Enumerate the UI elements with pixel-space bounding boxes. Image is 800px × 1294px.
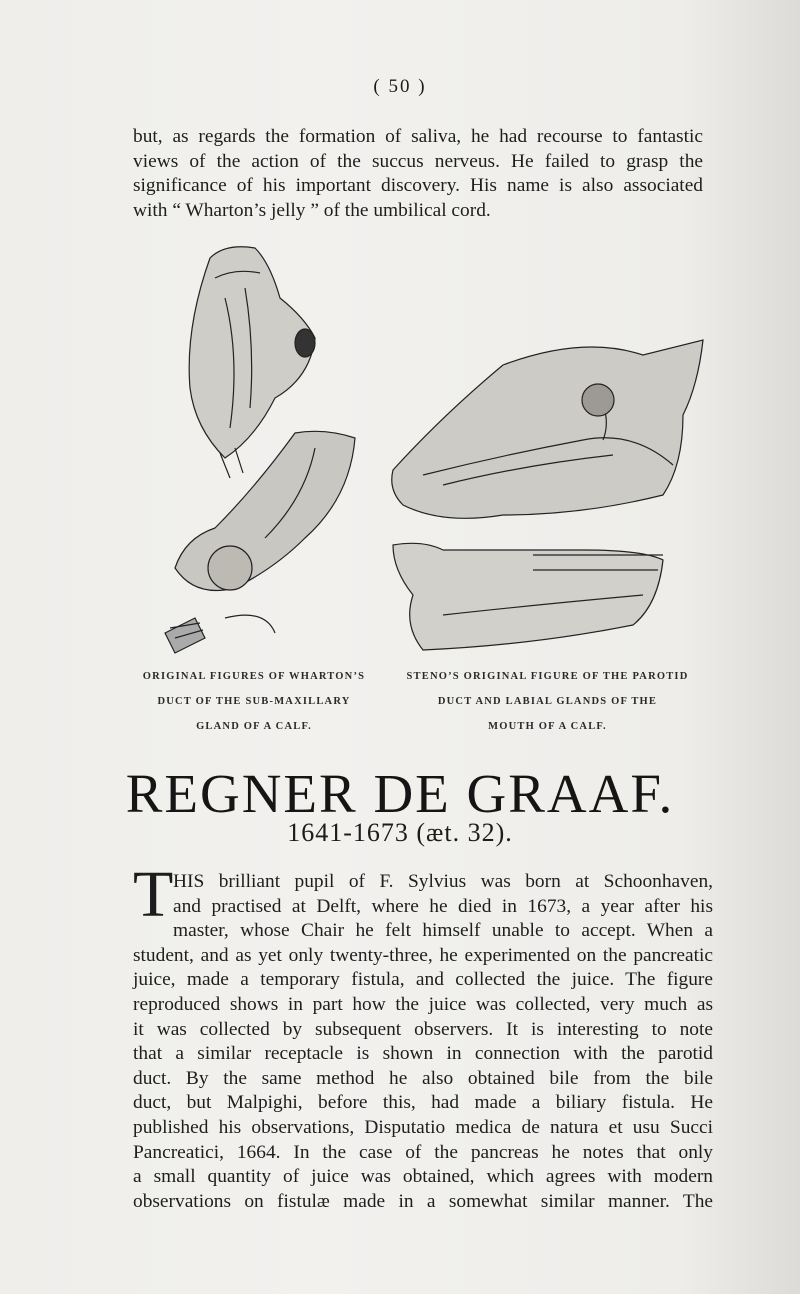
- text-line: juice, made a temporary fistula, and collected the juice. The figure: [133, 969, 713, 991]
- text-line: duct. By the same method he also obtained bile from the bile: [133, 1067, 713, 1089]
- text-line: HIS brilliant pupil of F. Sylvius was born at Schoonhaven,: [173, 871, 713, 892]
- text-line: master, whose Chair he felt himself unable to accept. When a: [173, 920, 713, 942]
- text-line: student, and as yet only twenty-three, he experimented on the pancreatic: [133, 944, 713, 966]
- text-line: views of the action of the succus nerveus. He failed to grasp the: [133, 150, 703, 172]
- main-paragraph: [133, 870, 713, 1214]
- text-line: reproduced shows in part how the juice was collected, very much as: [133, 993, 713, 1015]
- drop-cap: T: [133, 858, 174, 931]
- intro-paragraph: [133, 125, 703, 223]
- text-line: duct, but Malpighi, before this, had made a biliary fistula. He: [133, 1092, 713, 1114]
- caption-line: ORIGINAL FIGURES OF WHARTON’S: [142, 671, 366, 682]
- text-line: Pancreatici, 1664. In the case of the pancreas he notes that only: [133, 1141, 713, 1163]
- text-line: a small quantity of juice was obtained, which agrees with modern: [133, 1166, 713, 1188]
- wharton-duct-engraving: [155, 238, 365, 658]
- text-line: significance of his important discovery. His name is also associated: [133, 175, 703, 197]
- parotid-duct-engraving: [383, 325, 708, 660]
- caption-line: GLAND OF A CALF.: [196, 721, 312, 732]
- figure-caption-right: [385, 664, 710, 739]
- caption-line: DUCT OF THE SUB-MAXILLARY: [157, 696, 351, 707]
- text-line: published his observations, Disputatio medica de natura et usu Succi: [133, 1116, 713, 1138]
- caption-line: DUCT AND LABIAL GLANDS OF THE: [437, 696, 658, 707]
- caption-line: STENO’S ORIGINAL FIGURE OF THE PAROTID: [406, 671, 689, 682]
- figure-caption-left: [120, 664, 388, 739]
- text-line: it was collected by subsequent observers. It is interesting to note: [133, 1018, 713, 1040]
- text-line: but, as regards the formation of saliva, he had recourse to fantastic: [133, 126, 703, 147]
- text-line: observations on fistulæ made in a somewhat similar manner. The: [133, 1190, 713, 1212]
- caption-line: MOUTH OF A CALF.: [488, 721, 607, 732]
- page-number: ( 50 ): [373, 76, 427, 97]
- text-line: and practised at Delft, where he died in 1673, a year after his: [173, 895, 713, 917]
- section-dates: 1641-1673 (æt. 32).: [287, 818, 513, 847]
- section-title: REGNER DE GRAAF.: [125, 763, 675, 824]
- text-line: that a similar receptacle is shown in connection with the parotid: [133, 1043, 713, 1065]
- text-line: with “ Wharton’s jelly ” of the umbilical cord.: [133, 199, 491, 221]
